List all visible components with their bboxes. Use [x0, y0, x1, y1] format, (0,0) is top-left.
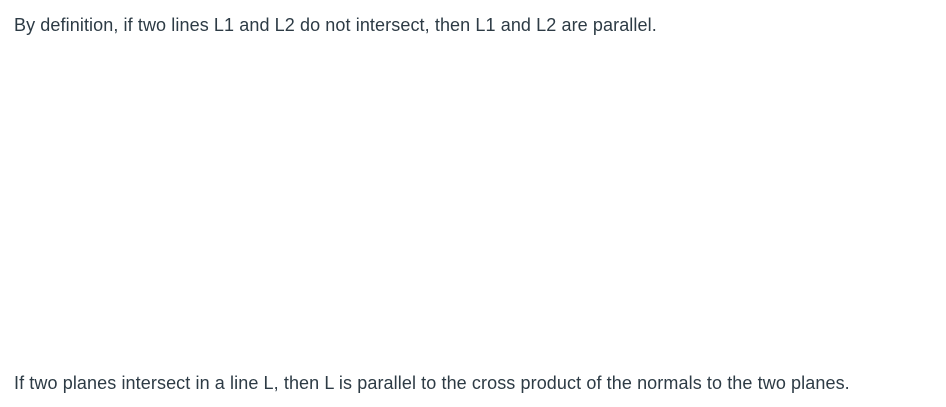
statement-2: If two planes intersect in a line L, then L is parallel to the cross product of the normals to the two planes.	[14, 373, 850, 393]
statement-1: By definition, if two lines L1 and L2 do not intersect, then L1 and L2 are parallel.	[14, 15, 657, 35]
